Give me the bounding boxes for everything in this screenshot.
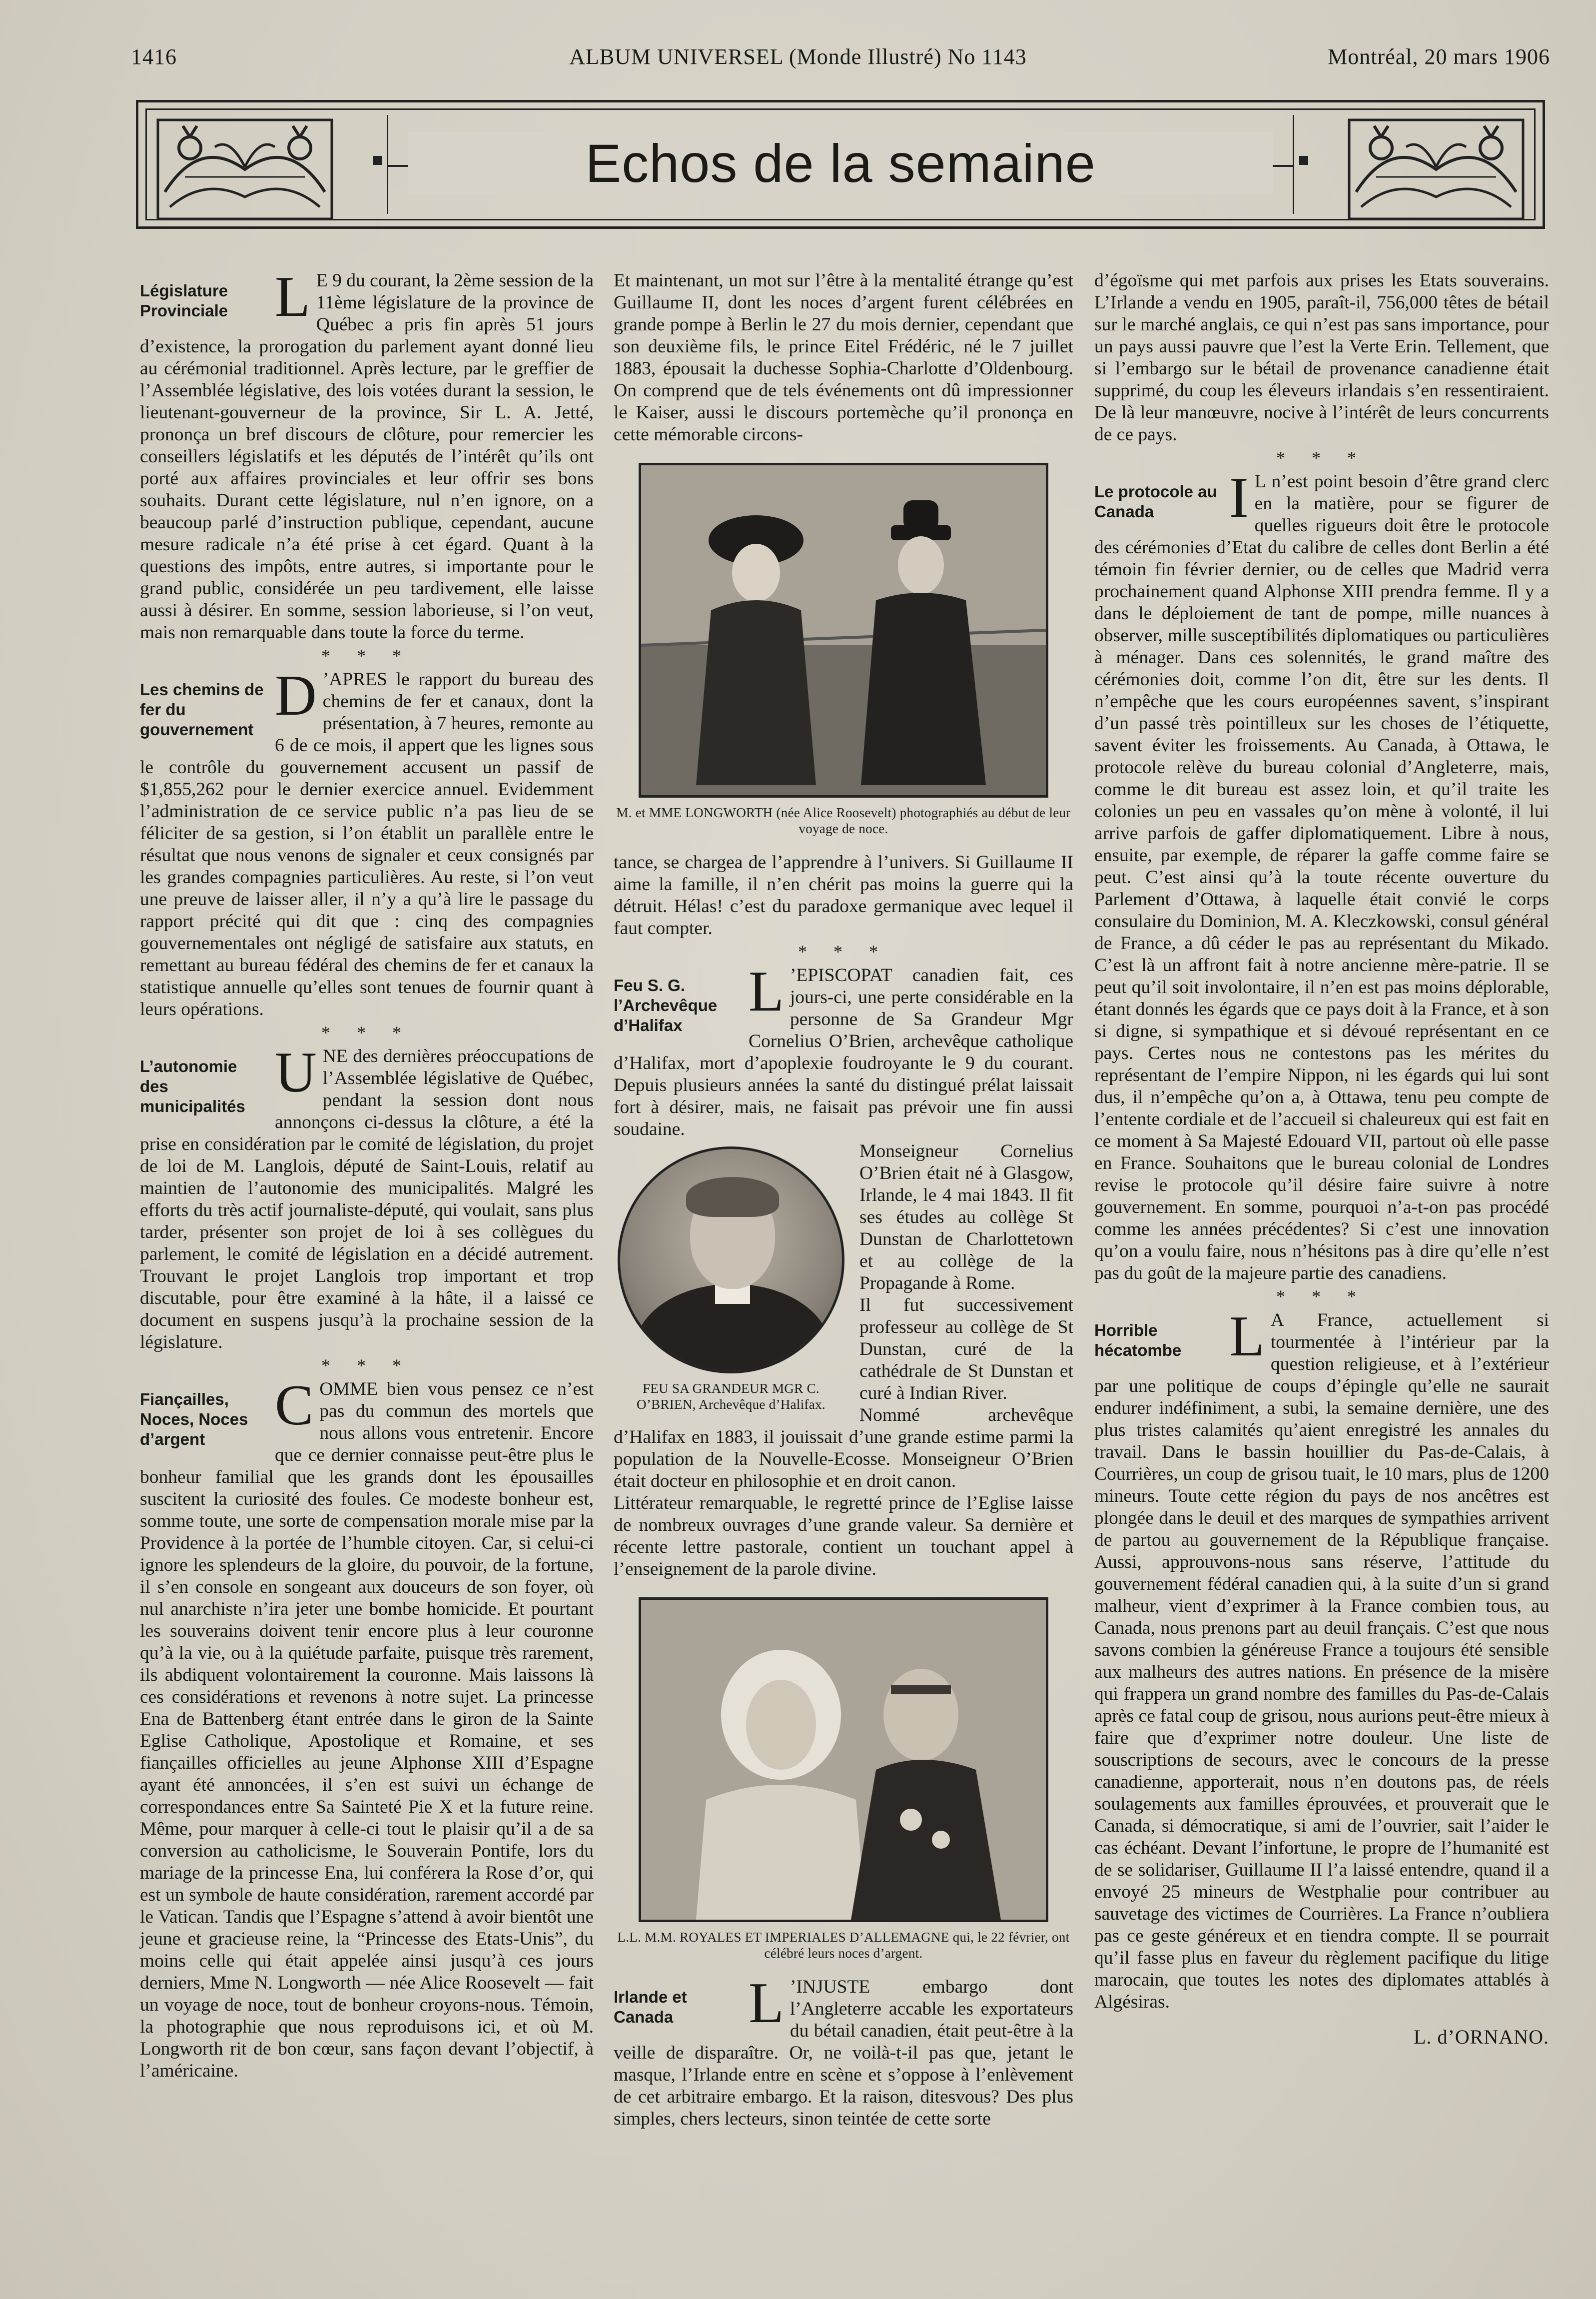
frame-knot-left (373, 156, 382, 165)
column-1 (140, 265, 594, 2082)
figure-imperial (614, 1597, 1073, 1961)
title-frame (387, 115, 1294, 214)
article-text: Il fut successivement professeur au collège de St Dunstan, curé de la cathédrale de St Dunstan et curé à Indian River. (859, 1295, 1073, 1403)
page-number: 1416 (131, 44, 177, 69)
caption-obrien: FEU SA GRANDEUR MGR C. O’BRIEN, Archevêque d’Halifax. (637, 1381, 825, 1412)
article-text: ’EPISCOPAT canadien fait, ces jours-ci, une perte considérable en la personne de Sa Grandeur Mgr Cornelius O’Brien, archevêque catholique d’Halifax, mort d’apoplexie foudroyante le 9 du courant. Depuis plusieurs années la santé du distingué prélat laissait fort à désirer, mais, ne faisait pas prévoir une fin aussi soudaine. (614, 965, 1073, 1140)
sidehead-legislature: Législature Provinciale (140, 281, 228, 320)
article-text: Et maintenant, un mot sur l’être à la mentalité étrange qu’est Guillaume II, dont les noces d’argent furent célébrées en grande pompe à Berlin le 27 du mois dernier, cependant que son deuxième fils, le prince Eitel Frédéric, né le 7 juillet 1883, épousait la duchesse Sophia-Charlotte d’Oldenbourg. On comprend que de tels événements ont dû impressionner le Kaiser, aussi le discours portemèche qu’il prononça en cette mémorable circons- (614, 270, 1073, 445)
figure-longworth (614, 463, 1073, 837)
article-hecatombe (1094, 1304, 1549, 2013)
dropcap: L (749, 960, 784, 1024)
sidehead-autonomie: L’autonomie des municipalités (140, 1057, 245, 1116)
separator: * * * (321, 1355, 412, 1375)
article-text: d’égoïsme qui met parfois aux prises les Etats souverains. L’Irlande a vendu en 1905, paraît-il, 756,000 têtes de bétail sur le marché anglais, ce qui n’est pas sans importance, pour un pays aussi pauvre que l’est la Verte Erin. Tellement, que si l’embargo sur le bétail de provenance canadienne était supprimé, du coup les éleveurs irlandais s’en ressentiraient. De là leur manœuvre, nocive à l’intérêt de leurs concurrents de ce pays. (1094, 270, 1549, 445)
caption-imperial: L.L. M.M. ROYALES ET IMPERIALES D’ALLEMAGNE qui, le 22 février, ont célébré leurs noces d’argent. (617, 1930, 1070, 1961)
article-irlande (614, 1971, 1073, 2130)
sidehead-irlande: Irlande et Canada (614, 1988, 687, 2026)
article-text: Monseigneur Cornelius O’Brien était né à Glasgow, Irlande, le 4 mai 1843. Il fit ses études au collège St Dunstan de Charlottetown et au collège de la Propagande à Rome. (859, 1141, 1073, 1293)
sidehead-fiancailles: Fiançailles, Noces, Noces d’argent (140, 1390, 248, 1448)
masthead (136, 100, 1545, 229)
article-fiancailles (140, 1373, 594, 2082)
signature: L. d’ORNANO. (1414, 2026, 1549, 2048)
article-text: tance, se chargea de l’apprendre à l’univers. Si Guillaume II aime la famille, il n’en chérit pas moins la guerre qui la détruit. Hélas! c’est du paradoxe germanique avec lequel il faut compter. (614, 852, 1073, 939)
figure-obrien (614, 1147, 848, 1412)
separator: * * * (798, 942, 889, 962)
dropcap: C (275, 1373, 314, 1437)
floral-ornament-right (1346, 117, 1526, 222)
dropcap: D (275, 664, 317, 728)
article-episcopat (614, 960, 1073, 1580)
article-text: NE des dernières préoccupations de l’Assemblée législative de Québec, pendant la session dont nous annonçons ci-dessus la clôture, a été la prise en considération par le comité de législation, du projet de loi de M. Langlois, député de Saint-Louis, relatif au maintien de l’autonomie des municipalités. Malgré les efforts du très actif journaliste-député, qui voulait, sans plus tarder, présenter son projet de loi à ses collègues du parlement, le comité de législation en a décidé autrement. Trouvant le projet Langlois trop important et trop discutable, pour être examiné à la hâte, il a laissé ce document en suspens jusqu’à la prochaine session de la législature. (140, 1046, 594, 1352)
article-text: A France, actuellement si tourmentée à l’intérieur par la question religieuse, et à l’extérieur par une politique de coups d’épingle qu’elle ne saurait endurer indéfiniment, a subi, la semaine dernière, une des plus tristes calamités qu’aient enregistré les annales du travail. Dans le bassin houillier du Pas-de-Calais, à Courrières, un coup de grisou tuait, le 10 mars, plus de 1200 mineurs. Toute cette région du pays de nos ancêtres est plongée dans le deuil et des marques de sympathies arrivent de partou au gouvernement de la République française. Aussi, approuvons-nous sans réserve, l’attitude du gouvernement fédéral canadien qui, à la suite d’un si grand malheur, vient d’exprimer à la France combien tous, au Canada, nous prenons part au deuil français. C’est que nous savons combien la généreuse France a toujours été sensible aux malheurs des autres nations. En présence de la misère qui frappera un grand nombre des familles du Pas-de-Calais après ce fatal coup de grisou, nous aurions peut-être mieux à faire que d’exprimer notre douleur. Une liste de souscriptions de secours, avec le concours de la presse canadienne, apporterait, nous n’en doutons pas, de réels soulagements aux familles éprouvées, et prouverait que le Canada, si démocratique, si ami de l’ouvrier, sait l’aider le cas échéant. Devant l’infortune, le propre de l’humanité est de se solidariser, Guillaume II l’a laissé entendre, quand il a envoyé 25 mineurs de Westphalie pour contribuer au sauvetage des victimes de Courrières. La France n’oubliera pas ce geste généreux et en tiendra compte. Il se pourrait qu’il fasse plus en faveur du règlement pacifique du litige marocain, que toutes les notes des diplomates attablés à Algésiras. (1094, 1310, 1549, 2012)
dropcap: I (1229, 466, 1249, 530)
article-text: Nommé archevêque d’Halifax en 1883, il jouissait d’une grande estime parmi la population de la Nouvelle-Ecosse. Monseigneur O’Brien était docteur en philosophie et en droit canon. (614, 1405, 1073, 1491)
floral-ornament-left (155, 117, 335, 222)
article-text: ’INJUSTE embargo dont l’Angleterre accable les exportateurs du bétail canadien, était peut-être à la veille de disparaître. Or, ne voilà-t-il pas que, jetant le masque, l’Irlande entre en scène et s’oppose à l’enlèvement de cet arbitraire embargo. Et la raison, ditesvous? Des plus simples, chers lecteurs, sinon teintée de cette sorte (614, 1977, 1073, 2129)
separator: * * * (321, 1023, 412, 1043)
sidehead-hecatombe: Horrible hécatombe (1094, 1321, 1182, 1359)
dropcap: L (749, 1971, 784, 2035)
article-text: E 9 du courant, la 2ème session de la 11ème législature de la province de Québec a pris fin après 51 jours d’existence, la prorogation du parlement ayant donné lieu au cérémonial traditionnel. Après lecture, par le greffier de l’Assemblée législative, des lois votées durant la session, le lieutenant-gouverneur de la province, Sir L. A. Jetté, prononça un bref discours de clôture, pour remercier les conseillers législatifs et les députés de l’intérêt qu’ils ont porté aux affaires provinciales et leur offrir ses bons souhaits. Durant cette législature, nul n’en ignore, on a beaucoup parlé d’instruction publique, cependant, aucune mesure radicale n’a été prise à cet égard. Quant à la questions des impôts, entre autres, si importante pour le grand public, considérée un peu tardivement, elle laisse aussi à désirer. En somme, session laborieuse, si l’on veut, mais non remarquable dans toute la force du terme. (140, 270, 594, 643)
article-text: OMME bien vous pensez ce n’est pas du commun des mortels que nous allons vous entretenir. Encore que ce dernier connaisse peut-être plus le bonheur familial que les grands dont les épousailles suscitent la curiosité des foules. Ce modeste bonheur est, somme toute, une sorte de compensation morale mise par la Providence à la portée de l’humble citoyen. Car, si celui-ci ignore les splendeurs de la gloire, du pouvoir, de la fortune, il s’en console en songeant aux douceurs de son foyer, où nul anarchiste n’ira jeter une bombe homicide. Et pourtant les souverains doivent tenir encore plus à leur couronne qu’à la vie, ou à la quiétude parfaite, puisque très rarement, ils abdiquent volontairement la couronne. Mais laissons là ces considérations et revenons à notre sujet. La princesse Ena de Battenberg étant entrée dans le giron de la Sainte Eglise Catholique, Apostolique et Romaine, et ses fiançailles officielles au jeune Alphonse XIII d’Espagne ayant été annoncées, il s’en est suivi un échange de correspondances entre Sa Sainteté Pie X et la future reine. Même, pour marquer à celle-ci tout le plaisir qu’il a de sa conversion au catholicisme, le Souverain Pontife, lors du mariage de la princesse Ena, lui conférera la Rose d’or, qui est un symbole de haute considération, rarement accordé par le Vatican. Tandis que l’Espagne s’attend à avoir bientôt une jeune et gracieuse reine, la “Princesse des Etats-Unis”, du moins celle qui était appelée ainsi jusqu’à ces jours derniers, Mme N. Longworth — née Alice Roosevelt — fait un voyage de noce, tout de bonheur croyons-nous. Témoin, la photographie que nous reproduisons ici, et où M. Longworth rit de bon cœur, sans façon devant l’objectif, à l’américaine. (140, 1379, 594, 2081)
issue-date: Montréal, 20 mars 1906 (1328, 44, 1550, 69)
separator: * * * (1276, 448, 1367, 468)
section-title: Echos de la semaine (408, 132, 1273, 194)
article-autonomie (140, 1041, 594, 1353)
frame-knot-right (1299, 156, 1308, 165)
photo-imperial-couple (639, 1597, 1048, 1922)
sidehead-episcopat: Feu S. G. l’Archevêque d’Halifax (614, 976, 718, 1035)
photo-longworth-couple (639, 463, 1048, 798)
separator: * * * (321, 646, 412, 666)
dropcap: U (275, 1041, 317, 1105)
dropcap: L (1229, 1304, 1265, 1368)
sidehead-protocole: Le protocole au Canada (1094, 482, 1217, 521)
column-3 (1094, 270, 1549, 2048)
article-text: ’APRES le rapport du bureau des chemins de fer et canaux, dont la présentation, à 7 heures, remonte au 6 de ce mois, il appert que les lignes sous le contrôle du gouvernement accusent un passif de $1,855,262 pour le dernier exercice annuel. Evidemment l’administration de ce service public n’a pas lieu de se féliciter de sa gestion, si l’on établit un parallèle entre le résultat que nous venons de signaler et ceux consignés par les grandes compagnies particulières. Au reste, si l’on veut une preuve de laisser aller, il n’y a qu’à lire le passage du rapport précité qui dit que : cinq des compagnies gouvernementales ont négligé de satisfaire aux statuts, en remettant au bureau fédéral des chemins de fer et canaux la statistique annuelle qu’elles sont tenues de fournir quant à leurs opérations. (140, 669, 594, 1020)
dropcap: L (275, 265, 310, 329)
portrait-obrien (618, 1147, 844, 1373)
article-chemins (140, 664, 594, 1021)
column-2 (614, 270, 1073, 2130)
article-text: L n’est point besoin d’être grand clerc en la matière, pour se figurer de quelles rigueurs doit être le protocole des cérémonies d’Etat du calibre de celles dont Berlin a été témoin fin février dernier, ou de celles que Madrid verra prochainement quand Alphonse XIII prendra femme. Il y a dans le déploiement de tant de pompe, mille nuances à observer, mille susceptibilités diplomatiques ou particulières à ménager. Dans ces solennités, le grand maître des cérémonies doit, comme l’on dit, être sur les dents. Il n’empêche que les cours européennes savent, s’inspirant d’un passé très pointilleux sur les choses de l’étiquette, savent éviter les froissements. Au Canada, à Ottawa, le protocole relève du bureau colonial d’Angleterre, mais, comme le dit bureau est assez loin, et qu’il traite les colonies un peu en vassales qu’on mène à volonté, il lui arrive parfois de gaffer diplomatiquement. Libre à nous, ensuite, par exemple, de réparer la gaffe comme faire se peut. C’est ainsi qu’à la toute récente ouverture du Parlement d’Ottawa, à laquelle était convié le corps consulaire du Dominion, M. A. Kleczkowski, consul général de France, a dû céder le pas au représentant du Mikado. C’est là un affront fait à notre ancienne mère-patrie. Il se peut qu’il soit involontaire, il n’en est pas moins déplorable, étant donnés les égards que ce pays doit à la France, et à son si digne, si sympathique et si dévoué représentant en ce pays. Certes nous ne contestons pas les mérites du représentant de l’empire Nippon, ni les égards qui lui sont dus, il n’empêche qu’on a, à Ottawa, tenu peu compte de l’entente cordiale et de l’accueil si chaleureux qui est fait en ce moment à Sa Majesté Edouard VII, partout où elle passe en France. Souhaitons que le bureau colonial de Londres revise le protocole qu’il désire faire suivre à notre gouvernement. En somme, pourquoi n’a-t-on pas procédé comme les années précédentes? Si c’est une innovation qu’on a voulu faire, nous n’hésitons pas à dire qu’elle n’est pas du goût de la majeure partie des canadiens. (1094, 471, 1549, 1283)
journal-title: ALBUM UNIVERSEL (Monde Illustré) No 1143 (569, 44, 1027, 69)
separator: * * * (1276, 1286, 1367, 1306)
caption-longworth: M. et MME LONGWORTH (née Alice Roosevelt) photographiés au début de leur voyage de noce. (616, 805, 1071, 836)
article-protocole (1094, 466, 1549, 1284)
article-legislature (140, 265, 594, 644)
sidehead-chemins: Les chemins de fer du gouvernement (140, 680, 264, 739)
article-text: Littérateur remarquable, le regretté prince de l’Eglise laisse de nombreux ouvrages d’une grande valeur. Sa dernière et récente lettre pastorale, contient un touchant appel à l’enseignement de la parole divine. (614, 1493, 1073, 1579)
